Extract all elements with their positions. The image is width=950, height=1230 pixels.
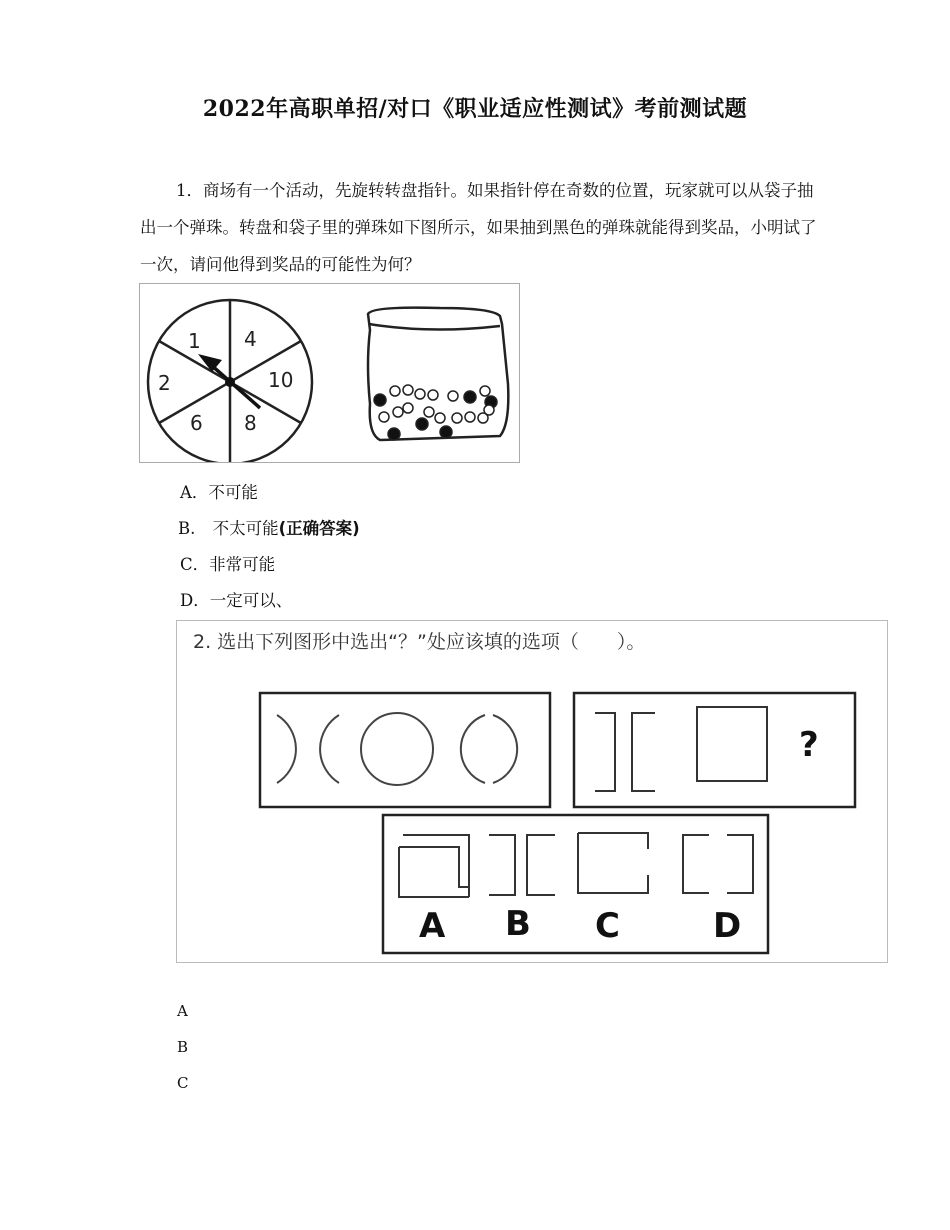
spinner-number: 8 bbox=[244, 411, 257, 435]
marbles bbox=[374, 385, 497, 440]
choice-label-a: A bbox=[419, 906, 446, 946]
option-b-prefix: B. bbox=[178, 519, 196, 538]
right-bracket-arc bbox=[277, 715, 296, 783]
answer-option-c: C bbox=[177, 1074, 189, 1092]
pattern-puzzle-illustration bbox=[177, 621, 887, 962]
choice-d-shape bbox=[683, 835, 753, 893]
option-b-text: 不太可能 bbox=[212, 519, 279, 538]
spinner-number: 6 bbox=[190, 411, 203, 435]
spinner-bag-illustration bbox=[140, 284, 519, 462]
left-square-bracket bbox=[632, 713, 655, 791]
left-bracket-arc bbox=[320, 715, 339, 783]
question-1-figure bbox=[139, 283, 520, 463]
choice-a-shape bbox=[399, 847, 469, 897]
page-title: 2022年高职单招/对口《职业适应性测试》考前测试题 bbox=[202, 96, 748, 122]
split-circle-left bbox=[461, 715, 485, 783]
question-2-figure bbox=[176, 620, 888, 963]
choice-label-b: B bbox=[505, 904, 531, 944]
question-2-prompt: 2. 选出下列图形中选出“？”处应该填的选项（ ）。 bbox=[193, 631, 646, 653]
answer-option-b: B bbox=[177, 1038, 189, 1056]
correct-answer-mark: (正确答案) bbox=[278, 519, 360, 538]
sequence-box-left bbox=[260, 693, 550, 807]
choice-label-c: C bbox=[595, 906, 620, 946]
choice-c-shape bbox=[578, 833, 648, 893]
option-b bbox=[178, 515, 360, 539]
option-d: D．一定可以、 bbox=[180, 591, 293, 610]
question-1-text: 1．商场有一个活动，先旋转转盘指针。如果指针停在奇数的位置，玩家就可以从袋子抽出一个弹珠。转盘和袋子里的弹珠如下图所示，如果抽到黑色的弹珠就能得到奖品，小明试了一次，请问他得到奖品的可能性为何？ bbox=[140, 181, 817, 274]
option-a: A．不可能 bbox=[180, 483, 258, 502]
spinner-number: 4 bbox=[244, 327, 257, 351]
right-square-bracket bbox=[595, 713, 615, 791]
full-circle bbox=[361, 713, 433, 785]
choice-b-shape bbox=[489, 835, 555, 895]
spinner-number: 2 bbox=[158, 371, 171, 395]
spinner-number: 1 bbox=[188, 329, 201, 353]
question-mark: ? bbox=[799, 725, 819, 765]
full-square bbox=[697, 707, 767, 781]
split-circle-right bbox=[493, 715, 517, 783]
choice-label-d: D bbox=[713, 906, 742, 946]
spinner-number: 10 bbox=[268, 368, 294, 392]
answer-option-a: A bbox=[177, 1002, 188, 1020]
option-c: C．非常可能 bbox=[180, 555, 276, 574]
